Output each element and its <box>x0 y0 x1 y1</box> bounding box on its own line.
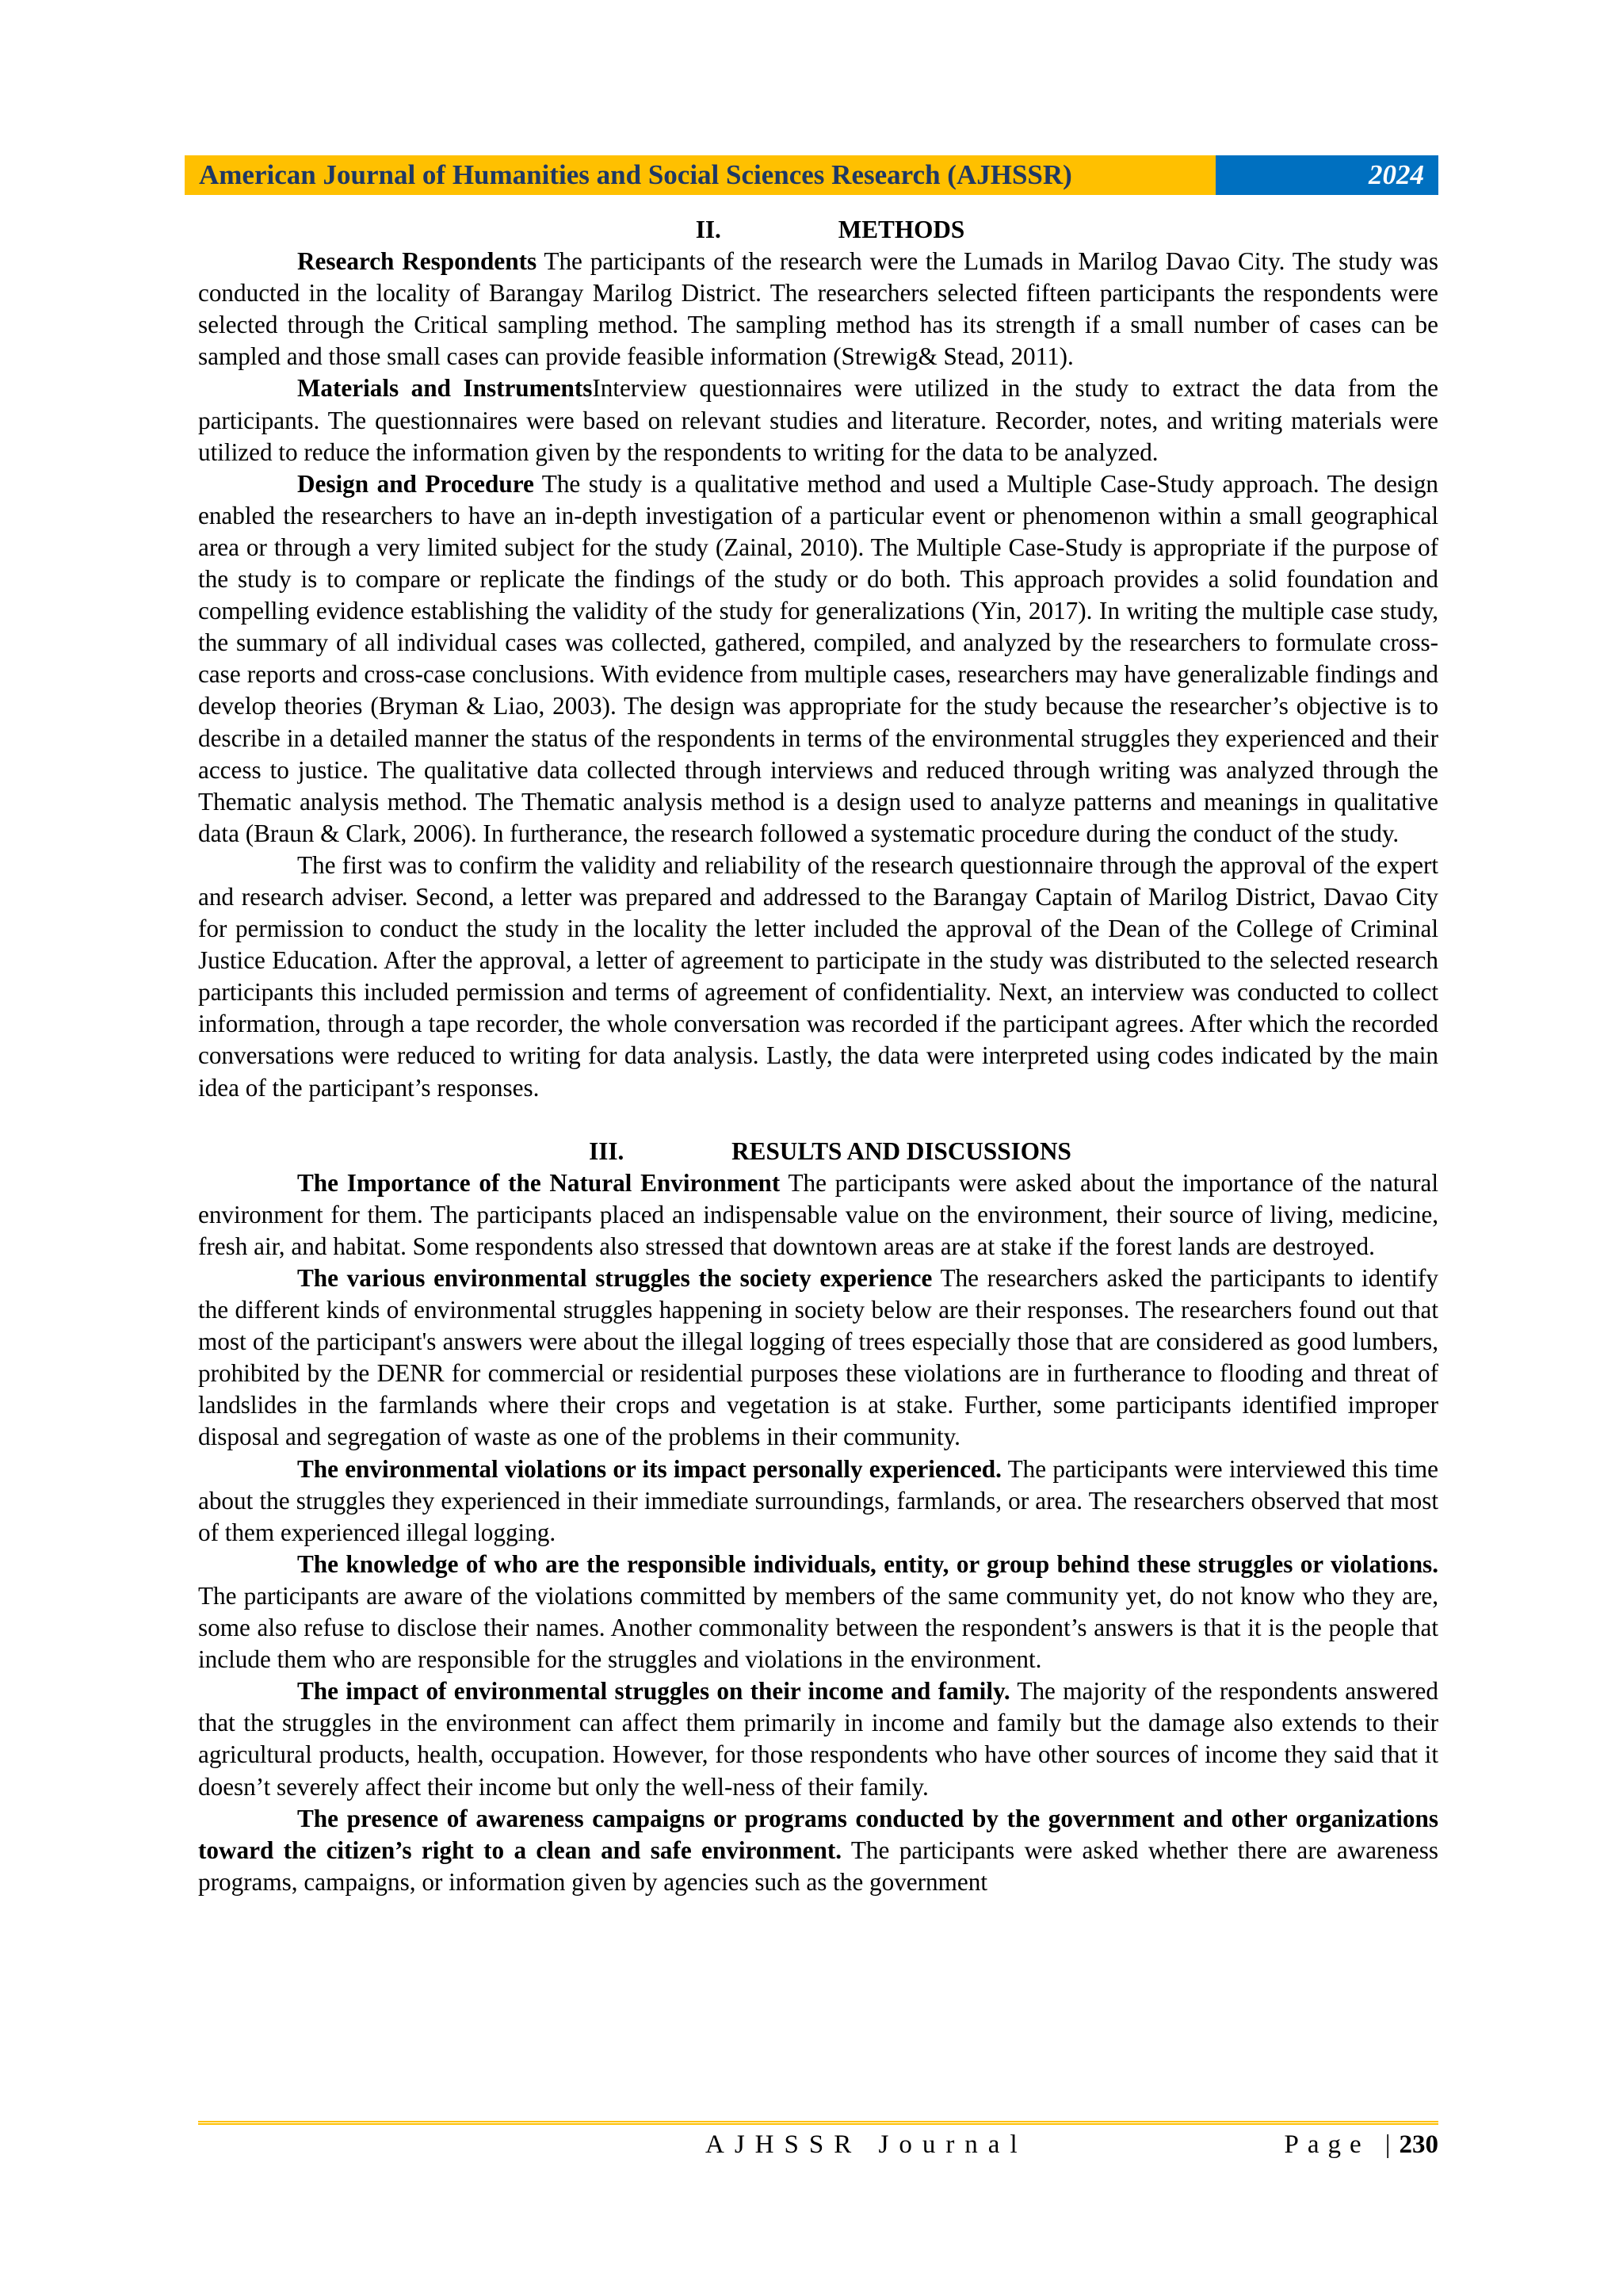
paragraph-lead: The Importance of the Natural Environment <box>297 1168 781 1197</box>
section-title: METHODS <box>838 216 965 243</box>
paragraph-lead: Materials and Instruments <box>297 374 593 403</box>
footer-page-label: Page | <box>1284 2130 1400 2159</box>
section-number: III. <box>589 1137 624 1165</box>
footer-page-number: 230 <box>1399 2130 1438 2159</box>
running-footer <box>198 2127 1438 2162</box>
paragraph-lead: The environmental violations or its impact personally experienced. <box>297 1454 1002 1483</box>
paragraph-lead: The presence of awareness campaigns or programs conducted by the government and other organizations toward the citizen’s right to a clean and safe environment. <box>198 1804 1438 1864</box>
footer-divider <box>198 2121 1438 2125</box>
paragraph-lead: Design and Procedure <box>297 469 534 498</box>
paragraph-impact-income-family <box>198 1675 1438 1802</box>
paragraph-lead: The impact of environmental struggles on their income and family. <box>297 1677 1010 1706</box>
paragraph-procedure-steps <box>198 850 1438 1104</box>
section-number: II. <box>695 216 721 243</box>
footer-journal-name: AJHSSR Journal <box>705 2130 1028 2159</box>
paragraph-environmental-struggles <box>198 1263 1438 1454</box>
section-heading-results <box>198 1136 1438 1167</box>
section-heading-methods <box>198 214 1438 246</box>
paragraph-text: The first was to confirm the validity and reliability of the research questionnaire through the approval of the expert and research adviser. Second, a letter was prepared and addressed to the Barangay Captain of Marilog District, Davao City for permission to conduct the study in the locality the letter included the approval of the Dean of the College of Criminal Justice Education. After the approval, a letter of agreement to participate in the study was distributed to the selected research participants this included permission and terms of agreement of confidentiality. Next, an interview was conducted to collect information, through a tape recorder, the whole conversation was recorded if the participant agrees. After which the recorded conversations were reduced to writing for data analysis. Lastly, the data were interpreted using codes indicated by the main idea of the participant’s responses. <box>198 850 1438 1102</box>
paragraph-text: Interview questionnaires were utilized in the study to extract the data from the participants. The questionnaires were based on relevant studies and literature. Recorder, notes, and writing materials were utilized to reduce the information given by the respondents to writing for the data to be analyzed. <box>198 374 1438 466</box>
paragraph-text: The participants of the research were the Lumads in Marilog Davao City. The study was conducted in the locality of Barangay Marilog District. The researchers selected fifteen participants the respondents were selected through the Critical sampling method. The sampling method has its strength if a small number of cases can be sampled and those small cases can provide feasible information (Strewig& Stead, 2011). <box>198 247 1439 371</box>
paragraph-text: The majority of the respondents answered that the struggles in the environment can affect them primarily in income and family but the damage also extends to their agricultural products, health, occupation. However, for those respondents who have other sources of income they said that it doesn’t severely affect their income but only the well-ness of their family. <box>198 1677 1438 1801</box>
paragraph-text: The study is a qualitative method and used a Multiple Case-Study approach. The design enabled the researchers to have an in-depth investigation of a particular event or phenomenon within a small geographical area or through a very limited subject for the study (Zainal, 2010). The Multiple Case-Study is appropriate if the purpose of the study is to compare or replicate the findings of the study or do both. This approach provides a solid foundation and compelling evidence establishing the validity of the study for generalizations (Yin, 2017). In writing the multiple case study, the summary of all individual cases was collected, gathered, compiled, and analyzed by the researchers to formulate cross-case reports and cross-case conclusions. With evidence from multiple cases, researchers may have generalizable findings and develop theories (Bryman & Liao, 2003). The design was appropriate for the study because the researcher’s objective is to describe in a detailed manner the status of the respondents in terms of the environmental struggles they experienced and their access to justice. The qualitative data collected through interviews and reduced through writing was analyzed through the Thematic analysis method. The Thematic analysis method is a design used to analyze patterns and meanings in qualitative data (Braun & Clark, 2006). In furtherance, the research followed a systematic procedure during the conduct of the study. <box>198 469 1439 847</box>
header-journal-title: American Journal of Humanities and Social Sciences Research (AJHSSR) <box>185 155 1216 195</box>
paragraph-lead: The knowledge of who are the responsible individuals, entity, or group behind these struggles or violations. <box>297 1549 1438 1578</box>
paragraph-design-procedure <box>198 468 1438 850</box>
paragraph-importance-environment <box>198 1167 1438 1263</box>
footer-page <box>1284 2127 1438 2162</box>
article-body <box>198 214 1438 1898</box>
paragraph-awareness-campaigns <box>198 1803 1438 1898</box>
paragraph-lead: Research Respondents <box>297 247 537 276</box>
paragraph-research-respondents <box>198 246 1438 372</box>
running-header <box>185 155 1438 195</box>
header-year: 2024 <box>1216 155 1438 195</box>
paragraph-text: The participants were asked whether there are awareness programs, campaigns, or information given by agencies such as the government <box>198 1836 1438 1896</box>
paragraph-text: The participants were interviewed this time about the struggles they experienced in their immediate surroundings, farmlands, or area. The researchers observed that most of them experienced illegal logging. <box>198 1454 1439 1546</box>
paragraph-text: The researchers asked the participants to identify the different kinds of environmental struggles happening in society below are their responses. The researchers found out that most of the participant's answers were about the illegal logging of trees especially those that are considered as good lumbers, prohibited by the DENR for commercial or residential purposes these violations are in furtherance to flooding and threat of landslides in the farmlands where their crops and vegetation is at stake. Further, some participants identified improper disposal and segregation of waste as one of the problems in their community. <box>198 1264 1438 1451</box>
section-spacer <box>198 1104 1438 1136</box>
paragraph-violations-experienced <box>198 1454 1438 1549</box>
paragraph-text: The participants are aware of the violations committed by members of the same community yet, do not know who they are, some also refuse to disclose their names. Another commonality between the respondent’s answers is that it is the people that include them who are responsible for the struggles and violations in the environment. <box>198 1581 1438 1674</box>
section-title: RESULTS AND DISCUSSIONS <box>731 1137 1071 1165</box>
paragraph-text: The participants were asked about the importance of the natural environment for them. The participants placed an indispensable value on the environment, their source of living, medicine, fresh air, and habitat. Some respondents also stressed that downtown areas are at stake if the forest lands are destroyed. <box>198 1168 1438 1260</box>
paragraph-materials-instruments <box>198 372 1438 468</box>
paragraph-lead: The various environmental struggles the society experience <box>297 1264 933 1292</box>
paragraph-responsible-individuals <box>198 1549 1438 1675</box>
